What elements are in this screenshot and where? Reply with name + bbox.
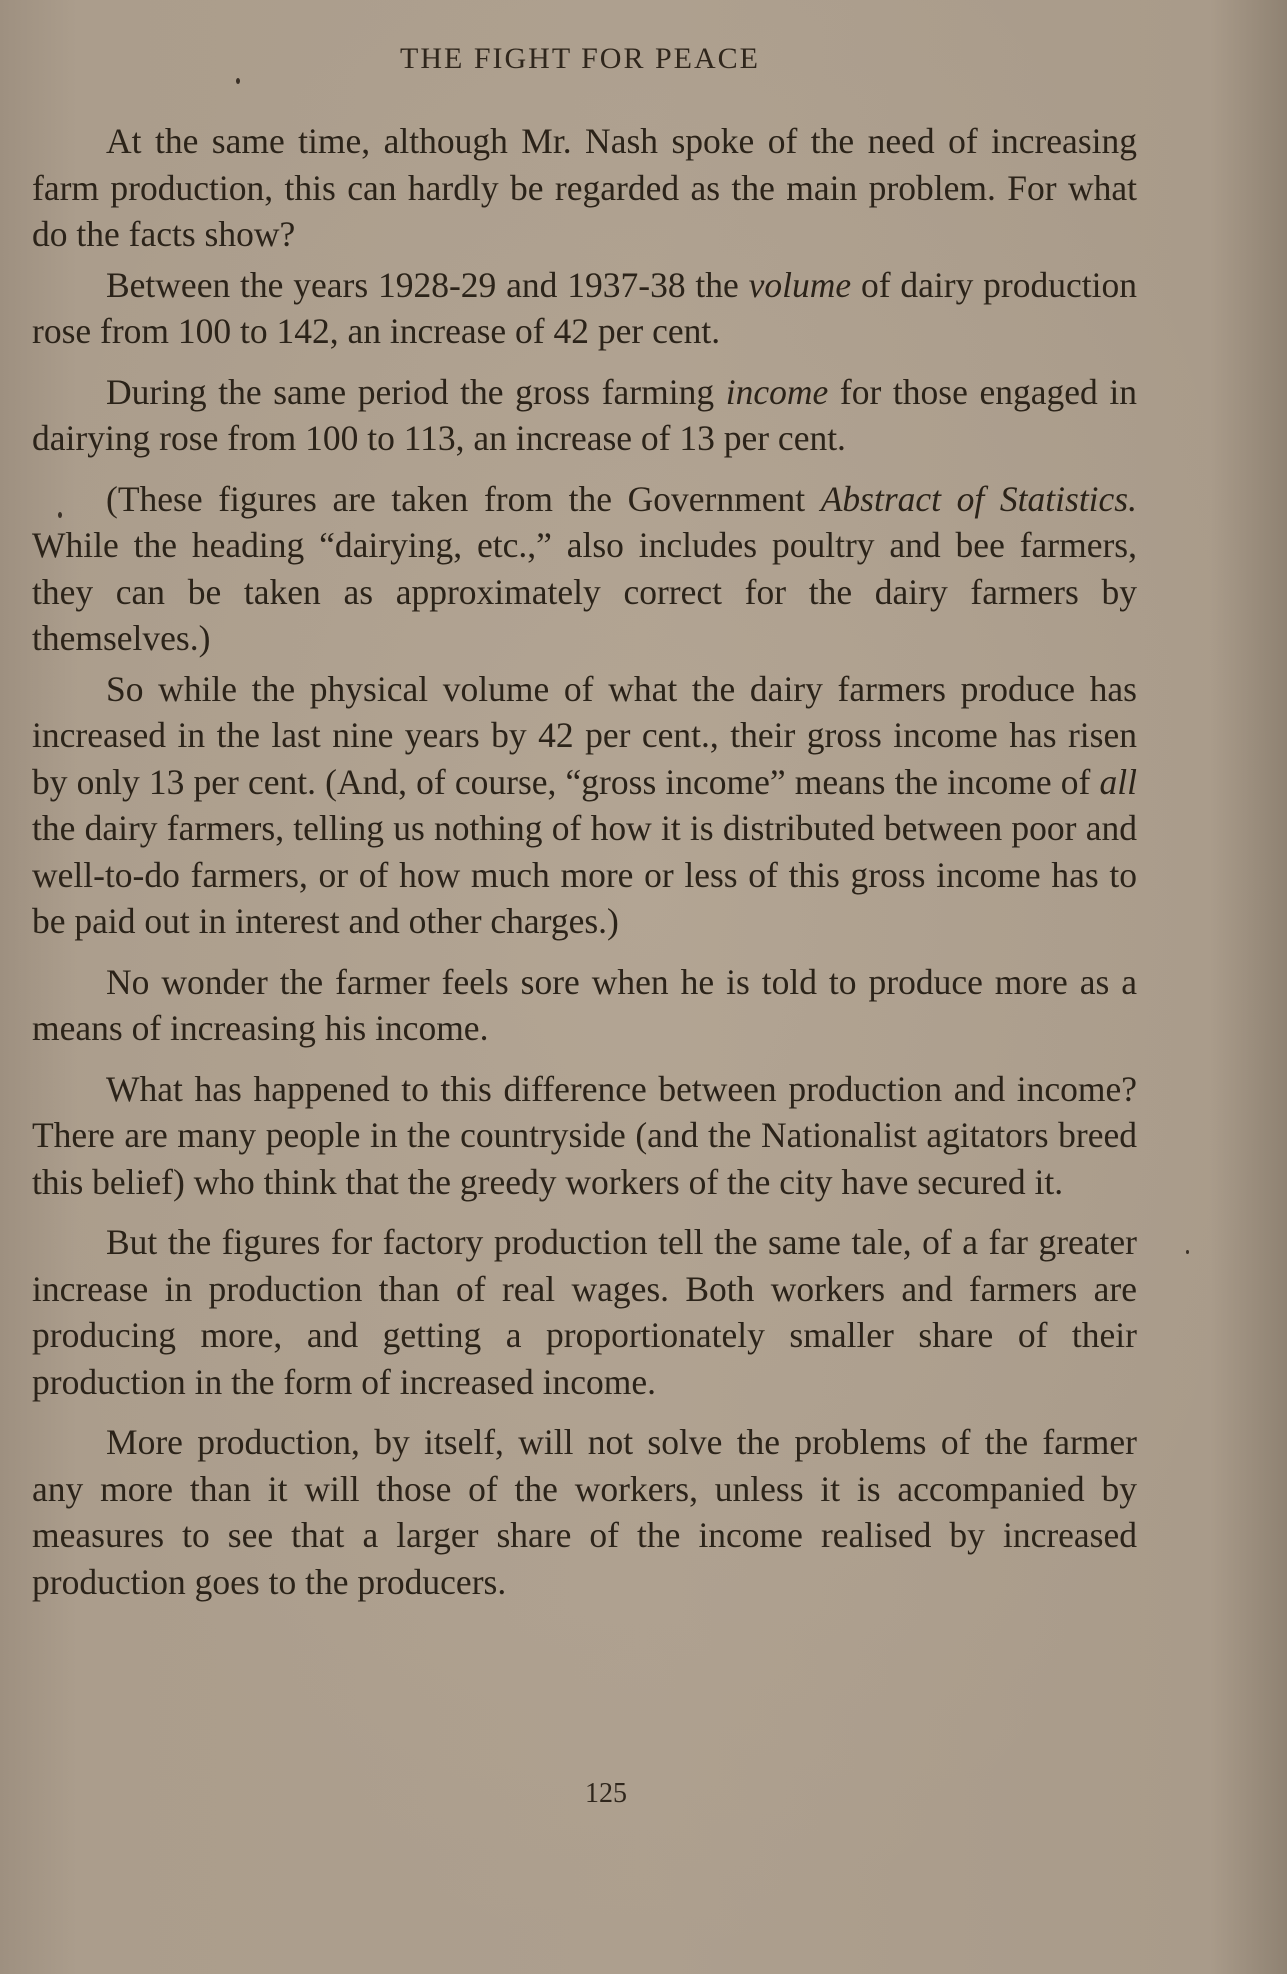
print-speck <box>236 78 240 84</box>
paragraph-text: the dairy farmers, telling us nothing of how it is distributed between poor and well-to-do farmers, or of how much more or less of this gross income has to be paid out in interest and other charges.) <box>32 808 1137 941</box>
paragraph-text: of dairy production rose from 100 to 142, an increase of 42 per cent. <box>32 264 1137 351</box>
italic-text: volume <box>748 264 852 305</box>
paragraph-text: During the same period the gross farming <box>106 371 726 412</box>
paragraph-text: More production, by itself, will not solve the problems of the farmer any more than it will those of the workers, unless it is accompanied by measures to see that a larger share of the income realised by increased production goes to the producers. <box>32 1422 1137 1602</box>
paragraph <box>32 262 1137 355</box>
paragraph <box>32 1066 1137 1206</box>
paragraph <box>32 959 1137 1052</box>
italic-text: income <box>725 371 829 412</box>
paragraph-text: No wonder the farmer feels sore when he is told to produce more as a means of increasing his income. <box>32 961 1137 1048</box>
paragraph-text: (These figures are taken from the Government <box>106 478 821 519</box>
paragraph-text: for those engaged in dairying rose from 100 to 113, an increase of 13 per cent. <box>32 371 1137 458</box>
paragraph-text: Between the years 1928-29 and 1937-38 the <box>106 264 749 305</box>
print-speck <box>58 512 62 518</box>
paragraph-text: So while the physical volume of what the dairy farmers produce has increased in the last nine years by 42 per cent., their gross income has risen by only 13 per cent. (And, of course, “gross income” means the income of <box>32 668 1137 802</box>
print-speck <box>1186 1250 1189 1254</box>
paragraph <box>32 1219 1137 1405</box>
paragraph <box>32 1419 1137 1605</box>
running-head: THE FIGHT FOR PEACE <box>400 42 760 75</box>
paragraph-text: At the same time, although Mr. Nash spoke of the need of increasing farm production, this can hardly be regarded as the main problem. For what do the facts show? <box>32 121 1137 254</box>
italic-text: all <box>1099 761 1137 802</box>
paragraph <box>32 666 1137 945</box>
paragraph <box>32 118 1137 258</box>
paragraph-text: While the heading “dairying, etc.,” also includes poultry and bee farmers, they can be taken as approximately correct for the dairy farmers by themselves.) <box>32 525 1137 658</box>
paragraph <box>32 476 1137 662</box>
italic-text: Abstract of Statistics. <box>820 478 1137 519</box>
body-text <box>32 118 1137 1619</box>
paragraph-text: But the figures for factory production tell the same tale, of a far greater increase in production than of real wages. Both workers and farmers are producing more, and getting a proportionately smaller share of their production in the form of increased income. <box>32 1222 1137 1402</box>
paragraph-text: What has happened to this difference between production and income? There are many people in the countryside (and the Nationalist agitators breed this belief) who think that the greedy workers of the city have secured it. <box>32 1068 1137 1202</box>
page-number: 125 <box>585 1778 627 1809</box>
paragraph <box>32 369 1137 462</box>
